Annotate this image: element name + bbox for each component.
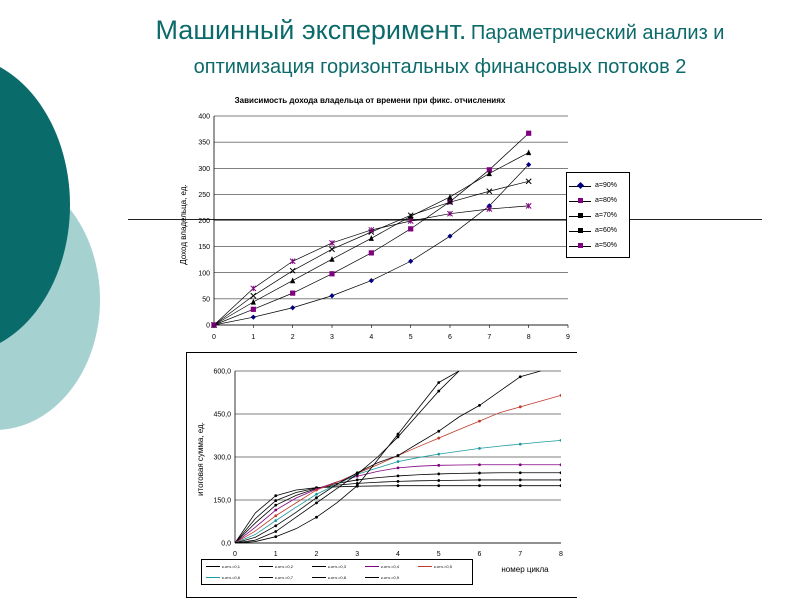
chart2-point: [437, 464, 440, 467]
chart2-point: [478, 463, 481, 466]
chart1-legend-item: [569, 181, 627, 193]
chart2-point: [437, 479, 440, 482]
chart2-point: [478, 420, 481, 423]
legend-label: a=90%: [595, 182, 617, 189]
chart2-point: [274, 524, 277, 527]
chart2-point: [397, 454, 400, 457]
chart1-legend-item: [569, 241, 627, 253]
chart1-point: [447, 194, 452, 200]
chart1-point: [408, 226, 413, 231]
chart1-point: [526, 149, 531, 155]
chart1-point: [487, 189, 492, 194]
chart2-point: [437, 430, 440, 433]
legend-label: a=50%: [595, 242, 617, 249]
legend-label: a=60%: [595, 227, 617, 234]
chart2-point: [315, 496, 318, 499]
chart2-point: [274, 519, 277, 522]
chart2-point: [519, 471, 522, 474]
chart2-point: [397, 466, 400, 469]
chart2-point: [274, 499, 277, 502]
legend-swatch: [312, 577, 326, 578]
chart2-point: [356, 484, 359, 487]
legend-swatch: [418, 566, 432, 567]
chart2-point: [274, 530, 277, 533]
chart2-point: [560, 463, 563, 466]
chart1-x-tick: 2: [290, 334, 295, 341]
chart1-point: [369, 250, 374, 255]
chart1-point: [251, 286, 256, 291]
chart2-point: [437, 453, 440, 456]
chart1-x-tick: 7: [487, 334, 492, 341]
legend-marker: [578, 228, 583, 233]
legend-label: a=70%: [595, 212, 617, 219]
legend-swatch: [206, 566, 220, 567]
chart2-x-tick: 2: [314, 551, 319, 558]
chart2-legend-item: [418, 562, 468, 572]
legend-label: к.отч.=0,6: [222, 575, 240, 580]
chart1-y-tick: 50: [202, 296, 210, 304]
chart1-series-line: [214, 206, 529, 325]
chart2-point: [315, 489, 318, 492]
chart2-point: [356, 473, 359, 476]
chart1-point: [251, 315, 256, 320]
chart2-point: [437, 390, 440, 393]
slide-title-main: Машинный эксперимент.: [155, 15, 467, 45]
chart2-point: [437, 381, 440, 384]
chart1-x-tick: 8: [526, 334, 531, 341]
chart2-x-tick: 3: [355, 551, 360, 558]
chart1-legend-item: [569, 211, 627, 223]
legend-swatch: [365, 566, 379, 567]
chart2-point: [437, 473, 440, 476]
chart1-point: [329, 271, 334, 276]
chart2-legend-item: [365, 562, 415, 572]
chart2-x-tick: 5: [436, 551, 441, 558]
chart2-point: [397, 433, 400, 436]
legend-label: к.отч.=0,9: [381, 575, 399, 580]
chart2-point: [274, 504, 277, 507]
chart2-series-line: [235, 486, 561, 543]
chart2-y-tick: 450,0: [213, 411, 231, 419]
chart1-point: [329, 293, 334, 298]
chart1-point: [329, 256, 334, 262]
legend-marker: [578, 243, 583, 248]
legend-swatch: [259, 566, 273, 567]
chart1-legend: [566, 172, 630, 258]
chart1-point: [251, 299, 256, 305]
chart2-y-tick: 150,0: [213, 497, 231, 505]
chart2-point: [397, 484, 400, 487]
chart2-point: [315, 493, 318, 496]
legend-label: к.отч.=0,8: [328, 575, 346, 580]
chart1-x-tick: 5: [408, 334, 413, 341]
chart2-y-tick: 300,0: [213, 454, 231, 462]
chart2-point: [397, 436, 400, 439]
legend-swatch: [206, 577, 220, 578]
chart2-point: [478, 479, 481, 482]
chart2-point: [274, 494, 277, 497]
chart1-x-tick: 0: [212, 334, 216, 341]
chart2-point: [478, 472, 481, 475]
chart1-point: [526, 179, 531, 184]
chart1-legend-item: [569, 226, 627, 238]
chart1-title: Зависимость дохода владельца от времени при фикс. отчислениях: [234, 96, 506, 105]
chart2-point: [519, 405, 522, 408]
legend-swatch: [365, 577, 379, 578]
chart2-point: [437, 484, 440, 487]
legend-swatch: [312, 566, 326, 567]
chart2-point: [519, 463, 522, 466]
chart2-x-tick: 6: [477, 551, 482, 558]
chart2-point: [356, 479, 359, 482]
chart1-y-tick: 200: [198, 218, 210, 225]
chart1-point: [369, 278, 374, 283]
chart2-plot-area: [234, 371, 563, 544]
chart1-y-tick: 400: [198, 113, 210, 121]
chart2-point: [519, 484, 522, 487]
legend-label: к.отч.=0,4: [381, 564, 399, 569]
chart1-x-tick: 9: [566, 334, 570, 341]
legend-label: к.отч.=0,5: [434, 564, 452, 569]
chart2-x-tick: 4: [396, 551, 400, 558]
slide-title-rest: Параметрический анализ и оптимизация горизонтальных финансовых потоков 2: [193, 22, 725, 78]
legend-label: к.отч.=0,3: [328, 564, 346, 569]
chart1-point: [290, 291, 295, 296]
chart2-y-label: итоговая сумма, ед.: [196, 422, 205, 496]
chart1-legend-item: [569, 196, 627, 208]
chart2-point: [274, 514, 277, 517]
chart2-legend-item: [259, 573, 309, 583]
chart2-point: [560, 484, 563, 487]
chart2-point: [234, 542, 237, 545]
chart1-x-tick: 6: [448, 334, 452, 341]
chart2-x-label: номер цикла: [501, 565, 549, 574]
chart2-point: [560, 471, 563, 474]
chart1-point: [251, 307, 256, 312]
chart2-legend-item: [206, 573, 256, 583]
chart2-point: [315, 501, 318, 504]
legend-label: a=80%: [595, 197, 617, 204]
chart1-series-line: [214, 165, 529, 325]
legend-swatch: [259, 577, 273, 578]
chart1-y-tick: 150: [198, 244, 210, 252]
chart1-y-tick: 250: [198, 191, 210, 199]
chart2-point: [560, 439, 563, 442]
legend-label: к.отч.=0,1: [222, 564, 240, 569]
legend-marker: [578, 213, 583, 218]
chart1-x-tick: 1: [251, 334, 256, 341]
chart1-x-tick: 4: [369, 334, 374, 341]
chart1-point: [369, 235, 374, 241]
chart2-point: [274, 509, 277, 512]
chart2-y-tick: 0,0: [221, 540, 231, 548]
chart2-legend-item: [365, 573, 415, 583]
chart1-point: [251, 293, 256, 298]
chart1-point: [408, 259, 413, 264]
chart2-series-line: [235, 473, 561, 543]
chart2-x-tick: 0: [233, 551, 237, 558]
chart2-legend-item: [206, 562, 256, 572]
chart2-point: [560, 394, 563, 397]
chart1-point: [290, 259, 295, 264]
chart2-point: [397, 460, 400, 463]
chart2-point: [478, 404, 481, 407]
chart1-y-tick: 350: [198, 139, 210, 147]
chart1-y-label: Доход владельца, ед.: [179, 184, 188, 265]
chart2-point: [519, 479, 522, 482]
chart2-legend-item: [259, 562, 309, 572]
chart2-point: [397, 475, 400, 478]
chart2-x-tick: 8: [559, 551, 563, 558]
chart2-x-tick: 1: [273, 551, 278, 558]
chart2-legend-item: [312, 562, 362, 572]
chart2-point: [519, 375, 522, 378]
chart2-point: [274, 535, 277, 538]
chart1-y-tick: 0: [206, 322, 210, 330]
chart2-point: [397, 480, 400, 483]
legend-marker: [578, 198, 583, 203]
legend-label: к.отч.=0,2: [275, 564, 293, 569]
chart1-x-tick: 3: [330, 334, 334, 341]
chart1-point: [329, 240, 334, 245]
chart2-x-tick: 7: [518, 551, 523, 558]
chart2-point: [315, 516, 318, 519]
chart2-point: [519, 443, 522, 446]
chart2-point: [478, 447, 481, 450]
chart2-legend: [201, 559, 473, 585]
chart1-y-tick: 300: [198, 165, 210, 173]
chart1-point: [526, 131, 531, 136]
chart2-point: [437, 437, 440, 440]
chart2-point: [478, 484, 481, 487]
chart2-legend-item: [312, 573, 362, 583]
chart1-point: [329, 247, 334, 252]
legend-marker: [577, 182, 584, 189]
chart1-point: [290, 277, 295, 283]
chart2-point: [560, 479, 563, 482]
chart2-y-tick: 600,0: [213, 368, 231, 376]
chart1-point: [290, 305, 295, 310]
chart1-y-tick: 100: [198, 270, 210, 278]
legend-label: к.отч.=0,7: [275, 575, 293, 580]
